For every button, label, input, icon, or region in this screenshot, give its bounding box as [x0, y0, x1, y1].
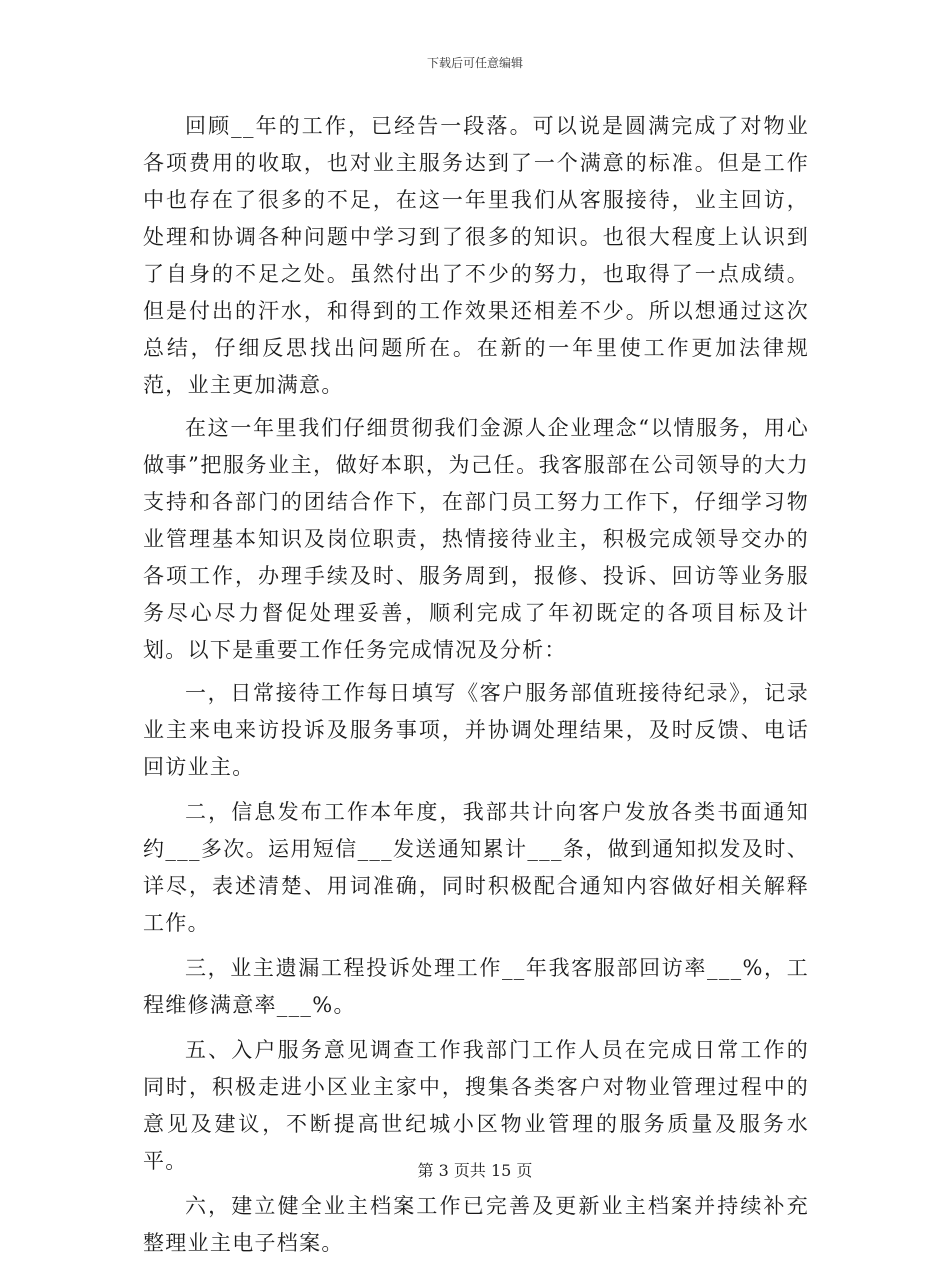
- document-body: [143, 108, 809, 1270]
- paragraph-item-5: 五、入户服务意见调查工作我部门工作人员在完成日常工作的同时，积极走进小区业主家中，搜集各类客户对物业管理过程中的意见及建议，不断提高世纪城小区物业管理的服务质量及服务水平。: [143, 1038, 809, 1173]
- page-number: 第 3 页共 15 页: [417, 1161, 533, 1180]
- paragraph-philosophy: 在这一年里我们仔细贯彻我们金源人企业理念“以情服务，用心做事”把服务业主，做好本职，为己任。我客服部在公司领导的大力支持和各部门的团结合作下，在部门员工努力工作下，仔细学习物业管理基本知识及岗位职责，热情接待业主，积极完成领导交办的各项工作，办理手续及时、服务周到，报修、投诉、回访等业务服务尽心尽力督促处理妥善，顺利完成了年初既定的各项目标及计划。以下是重要工作任务完成情况及分析：: [143, 416, 809, 662]
- paragraph-item-3: 三，业主遗漏工程投诉处理工作__年我客服部回访率___%，工程维修满意率___%。: [143, 956, 809, 1017]
- page-header: 下载后可任意编辑: [426, 56, 523, 70]
- paragraph-item-2: 二，信息发布工作本年度，我部共计向客户发放各类书面通知约___多次。运用短信___发送通知累计___条，做到通知拟发及时、详尽，表述清楚、用词准确，同时积极配合通知内容做好相关解释工作。: [143, 800, 809, 935]
- paragraph-review: 回顾__年的工作，已经告一段落。可以说是圆满完成了对物业各项费用的收取，也对业主服务达到了一个满意的标准。但是工作中也存在了很多的不足，在这一年里我们从客服接待，业主回访，处理和协调各种问题中学习到了很多的知识。也很大程度上认识到了自身的不足之处。虽然付出了不少的努力，也取得了一点成绩。但是付出的汗水，和得到的工作效果还相差不少。所以想通过这次总结，仔细反思找出问题所在。在新的一年里使工作更加法律规范，业主更加满意。: [143, 114, 809, 397]
- paragraph-item-6: 六，建立健全业主档案工作已完善及更新业主档案并持续补充整理业主电子档案。: [143, 1194, 809, 1255]
- paragraph-item-1: 一，日常接待工作每日填写《客户服务部值班接待纪录》，记录业主来电来访投诉及服务事项，并协调处理结果，及时反馈、电话回访业主。: [143, 681, 809, 779]
